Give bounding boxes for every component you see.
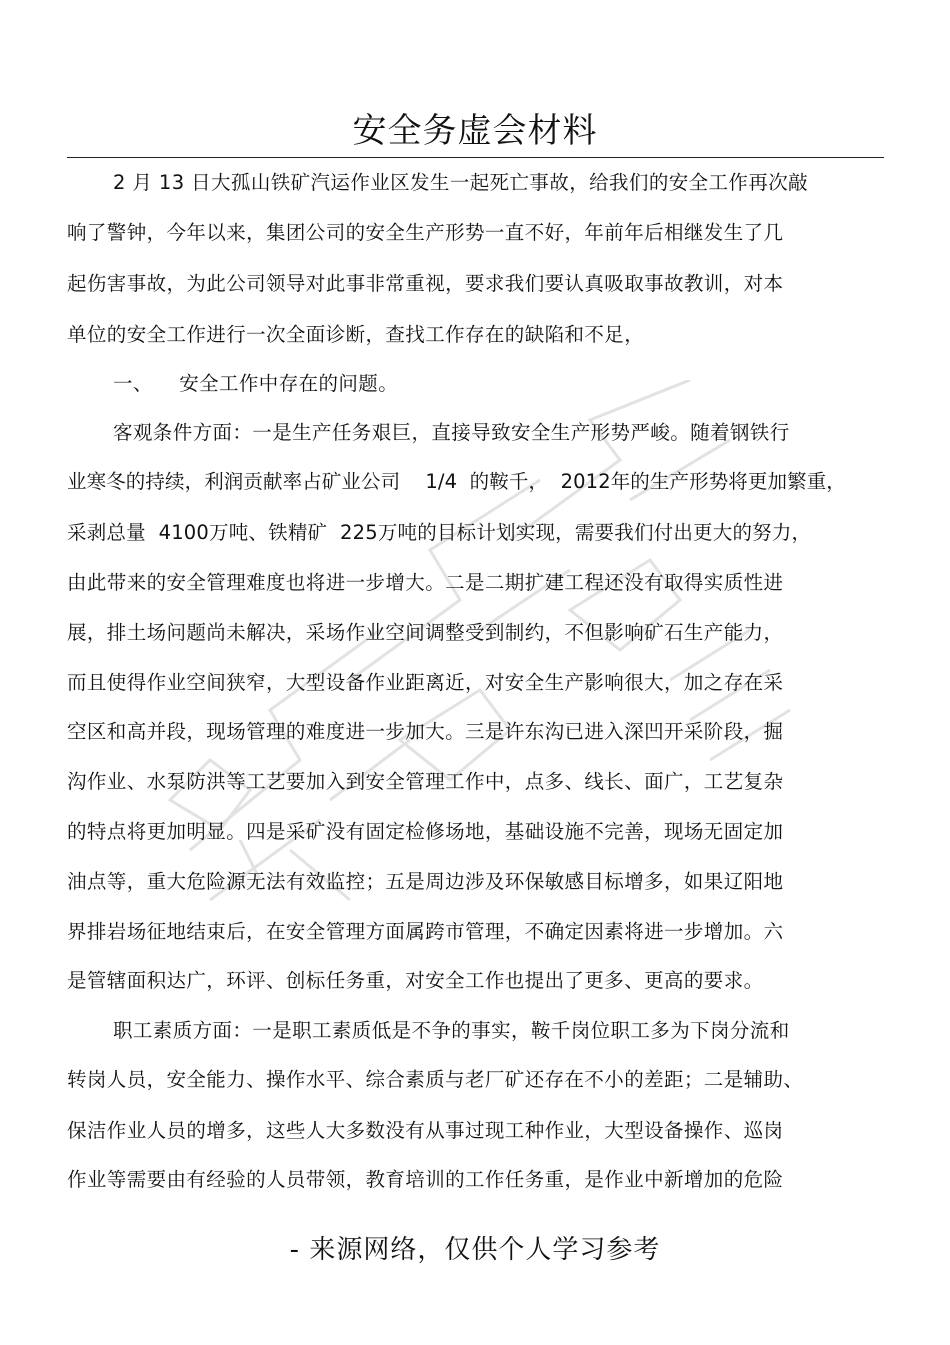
section-heading: 一、 安全工作中存在的问题。 bbox=[113, 372, 399, 395]
body-line: 是管辖面积达广，环评、创标任务重，对安全工作也提出了更多、更高的要求。 bbox=[67, 969, 764, 992]
body-line: 作业等需要由有经验的人员带领，教育培训的工作任务重，是作业中新增加的危险 bbox=[67, 1168, 784, 1191]
body-line: 展，排土场问题尚未解决，采场作业空间调整受到制约，不但影响矿石生产能力， bbox=[67, 621, 784, 644]
body-line: 单位的安全工作进行一次全面诊断，查找工作存在的缺陷和不足， bbox=[67, 323, 645, 346]
body-line: 油点等，重大危险源无法有效监控；五是周边涉及环保敏感目标增多，如果辽阳地 bbox=[67, 870, 784, 893]
body-line: 的特点将更加明显。四是采矿没有固定检修场地，基础设施不完善，现场无固定加 bbox=[67, 820, 784, 843]
body-line: 空区和高并段，现场管理的难度进一步加大。三是许东沟已进入深凹开采阶段，掘 bbox=[67, 720, 784, 743]
body-line: 沟作业、水泵防洪等工艺要加入到安全管理工作中，点多、线长、面广，工艺复杂 bbox=[67, 770, 784, 793]
title-divider bbox=[67, 157, 884, 158]
body-line: 保洁作业人员的增多，这些人大多数没有从事过现工种作业，大型设备操作、巡岗 bbox=[67, 1119, 784, 1142]
body-line: 2 月 13 日大孤山铁矿汽运作业区发生一起死亡事故，给我们的安全工作再次敲 bbox=[113, 171, 809, 194]
body-line: 由此带来的安全管理难度也将进一步增大。二是二期扩建工程还没有取得实质性进 bbox=[67, 571, 784, 594]
footer-note: - 来源网络，仅供个人学习参考 bbox=[289, 1235, 661, 1265]
body-line: 界排岩场征地结束后，在安全管理方面属跨市管理，不确定因素将进一步增加。六 bbox=[67, 920, 784, 943]
body-line: 采剥总量 4100万吨、铁精矿 225万吨的目标计划实现，需要我们付出更大的努力， bbox=[67, 521, 812, 544]
document-title: 安全务虚会材料 bbox=[352, 111, 598, 151]
watermark-graphic bbox=[150, 380, 800, 940]
body-line: 业寒冬的持续，利润贡献率占矿业公司 1/4 的鞍千， 2012年的生产形势将更加繁重， bbox=[67, 470, 846, 493]
body-line: 转岗人员，安全能力、操作水平、综合素质与老厂矿还存在不小的差距；二是辅助、 bbox=[67, 1068, 804, 1091]
body-line: 响了警钟，今年以来，集团公司的安全生产形势一直不好，年前年后相继发生了几 bbox=[67, 221, 784, 244]
body-line: 客观条件方面：一是生产任务艰巨，直接导致安全生产形势严峻。随着钢铁行 bbox=[113, 421, 790, 444]
body-line: 起伤害事故，为此公司领导对此事非常重视，要求我们要认真吸取事故教训，对本 bbox=[67, 272, 784, 295]
body-line: 而且使得作业空间狭窄，大型设备作业距离近，对安全生产影响很大，加之存在采 bbox=[67, 671, 784, 694]
body-line: 职工素质方面：一是职工素质低是不争的事实，鞍千岗位职工多为下岗分流和 bbox=[113, 1019, 790, 1042]
